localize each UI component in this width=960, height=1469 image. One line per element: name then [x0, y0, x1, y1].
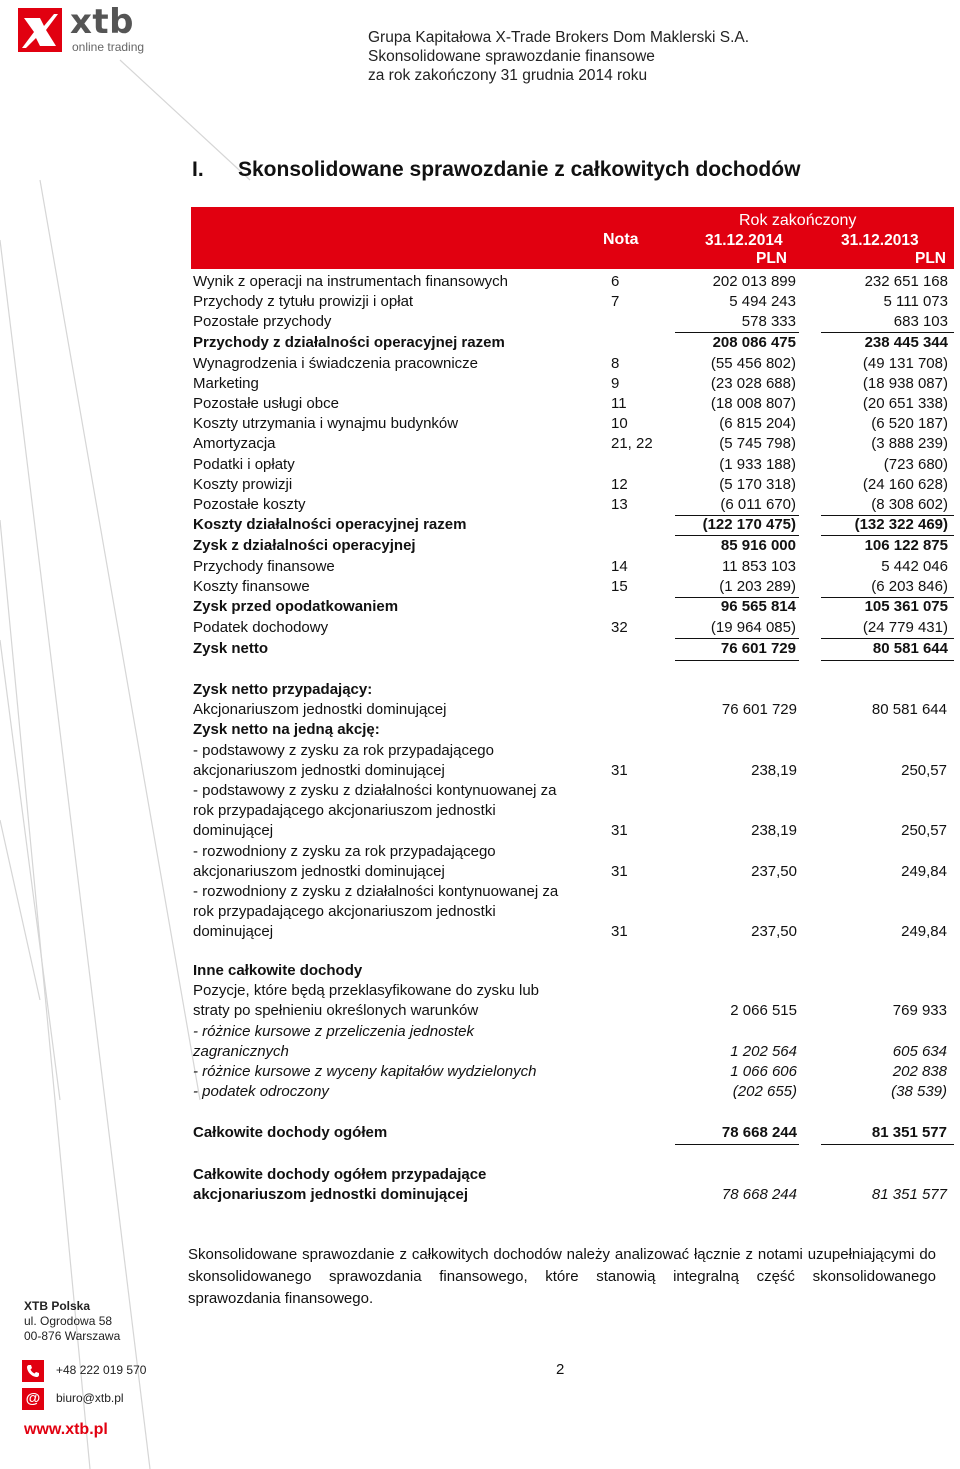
- footer-phone: +48 222 019 570: [56, 1363, 147, 1377]
- row-value-2014: 237,50: [751, 923, 797, 941]
- row-note: 13: [611, 495, 628, 513]
- row-value-2013: 105 361 075: [864, 598, 948, 616]
- row-value-2013: 80 581 644: [871, 701, 947, 719]
- row-value-2014: (5 745 798): [719, 435, 796, 453]
- row-value-2013: (6 520 187): [871, 415, 948, 433]
- row-value-2013: (49 131 708): [862, 354, 948, 372]
- row-value-2013: 683 103: [893, 313, 948, 331]
- row-note: 9: [611, 374, 620, 392]
- footer-note: Skonsolidowane sprawozdanie z całkowitych dochodów należy analizować łącznie z notami uzupełniającymi do skonsolidowanego sprawozdania finansowego, które stanowią integralną część skonsolidowanego sprawozdania finansowego.: [188, 1246, 936, 1307]
- row-label: Zysk netto: [193, 639, 269, 657]
- row-label: Koszty finansowe: [193, 578, 310, 596]
- row-note: 31: [611, 822, 628, 840]
- row-value-2013: (18 938 087): [862, 374, 948, 392]
- row-label: Przychody z działalności operacyjnej razem: [193, 333, 505, 351]
- row-label: Akcjonariuszom jednostki dominującej: [193, 701, 447, 719]
- row-value-2014: 237,50: [751, 862, 797, 880]
- row-value-2014: 76 601 729: [721, 701, 797, 719]
- row-value-2013: 769 933: [892, 1002, 947, 1020]
- eps-line: [193, 982, 953, 1002]
- column-header-2013: 31.12.2013: [841, 232, 919, 249]
- company-name: Grupa Kapitałowa X-Trade Brokers Dom Maklerski S.A.: [368, 29, 750, 46]
- table-row-total: [191, 333, 954, 354]
- total-comprehensive-income: [193, 1124, 953, 1144]
- row-value-2014: 578 333: [741, 313, 796, 331]
- eps-heading: [193, 721, 953, 741]
- row-value-2013: (6 203 846): [871, 578, 948, 596]
- row-value-2014: (55 456 802): [710, 354, 796, 372]
- eps-item: [193, 742, 953, 782]
- row-label: - rozwodniony z zysku za rok przypadającego: [193, 842, 496, 860]
- row-value-2014: 202 013 899: [712, 273, 796, 290]
- row-value-2013: (723 680): [883, 455, 948, 473]
- section-title: [192, 158, 800, 182]
- eps-line: [193, 863, 953, 883]
- currency-2013: PLN: [915, 250, 946, 267]
- row-note: 21, 22: [611, 435, 653, 453]
- eps-item: [193, 843, 953, 883]
- table-row: [191, 618, 954, 638]
- row-value-2014: 238,19: [751, 761, 797, 779]
- eps-line: [193, 742, 953, 762]
- row-value-2014: 208 086 475: [712, 333, 796, 351]
- row-label: zagranicznych: [193, 1042, 289, 1060]
- row-label: Pozostałe usługi obce: [193, 394, 339, 412]
- section-title-text: Skonsolidowane sprawozdanie z całkowitych dochodów: [238, 158, 801, 181]
- period-label: Rok zakończony: [739, 212, 857, 229]
- row-label: Pozostałe koszty: [193, 495, 306, 513]
- eps-heading-text: Zysk netto na jedną akcję:: [193, 721, 380, 739]
- row-label: straty po spełnieniu określonych warunków: [193, 1002, 479, 1020]
- other-comprehensive-income: [193, 962, 953, 1206]
- row-note: 10: [611, 415, 628, 433]
- row-label: dominującej: [193, 923, 274, 941]
- row-label: akcjonariuszom jednostki dominującej: [193, 761, 445, 779]
- row-label: - różnice kursowe z wyceny kapitałów wydzielonych: [193, 1062, 537, 1080]
- logo-mark-icon: [18, 8, 62, 52]
- table-row: [191, 495, 954, 515]
- row-value-2013: (24 779 431): [862, 619, 948, 637]
- row-note: 6: [611, 273, 620, 290]
- row-value-2014: 78 668 244: [721, 1185, 797, 1203]
- attribution-heading: [193, 681, 953, 701]
- table-row: [191, 292, 954, 312]
- income-statement-table: [191, 207, 954, 660]
- list-item: [193, 1063, 953, 1083]
- eps-item: [193, 883, 953, 944]
- row-value-2014: 76 601 729: [720, 639, 796, 657]
- row-value-2013: 81 351 577: [871, 1185, 947, 1203]
- row-label: akcjonariuszom jednostki dominującej: [193, 1185, 469, 1203]
- row-value-2013: 202 838: [892, 1062, 947, 1080]
- table-row: [191, 414, 954, 434]
- row-value-2013: 605 634: [892, 1042, 947, 1060]
- row-label: Całkowite dochody ogółem przypadające: [193, 1165, 487, 1183]
- row-value-2014: 11 853 103: [722, 558, 796, 576]
- row-label: Zysk przed opodatkowaniem: [193, 598, 399, 616]
- xtb-logo: [18, 2, 163, 56]
- oci-heading-text: Inne całkowite dochody: [193, 962, 363, 979]
- row-label: - podstawowy z zysku za rok przypadającego: [193, 741, 494, 759]
- eps-line: [193, 802, 953, 822]
- document-header: [368, 28, 749, 85]
- row-value-2013: (24 160 628): [862, 475, 948, 493]
- table-row: [191, 312, 954, 332]
- footer-company: XTB Polska: [24, 1299, 91, 1313]
- table-row: [191, 354, 954, 374]
- oci-heading: [193, 962, 953, 982]
- row-value-2014: 238,19: [751, 822, 797, 840]
- row-label: Marketing: [193, 374, 259, 392]
- table-row: [191, 272, 954, 292]
- eps-line: [193, 1166, 953, 1186]
- net-profit-attribution: [193, 681, 953, 943]
- phone-icon: [22, 1360, 44, 1382]
- eps-line: [193, 903, 953, 923]
- row-label: - różnice kursowe z przeliczenia jednostek: [193, 1022, 474, 1040]
- list-item: [193, 1083, 953, 1103]
- row-value-2013: 106 122 875: [864, 537, 948, 555]
- row-label: akcjonariuszom jednostki dominującej: [193, 862, 445, 880]
- row-value-2014: (5 170 318): [719, 475, 796, 493]
- row-label: Koszty działalności operacyjnej razem: [193, 516, 467, 534]
- total-comprehensive-income-owners: [193, 1186, 953, 1206]
- row-note: 31: [611, 862, 628, 880]
- row-value-2013: 250,57: [901, 822, 947, 840]
- table-row: [191, 374, 954, 394]
- row-label: Podatki i opłaty: [193, 455, 295, 473]
- page-number: 2: [556, 1361, 565, 1378]
- row-value-2014: 78 668 244: [721, 1124, 797, 1142]
- row-label: dominującej: [193, 822, 274, 840]
- list-item: [193, 1043, 953, 1063]
- currency-2014: PLN: [756, 250, 787, 267]
- table-row: [191, 475, 954, 495]
- list-item: [193, 1002, 953, 1022]
- row-value-2013: 80 581 644: [872, 639, 948, 657]
- row-label: Podatek dochodowy: [193, 619, 329, 637]
- row-label: Wynagrodzenia i świadczenia pracownicze: [193, 354, 479, 372]
- row-value-2014: 1 066 606: [730, 1062, 797, 1080]
- table-row: [191, 455, 954, 475]
- row-value-2014: 85 916 000: [720, 537, 796, 555]
- row-label: rok przypadającego akcjonariuszom jednostki: [193, 903, 496, 921]
- logo-tagline: online trading: [72, 40, 145, 54]
- row-value-2013: (132 322 469): [854, 516, 948, 534]
- table-row-total: [191, 597, 954, 618]
- column-header-2014: 31.12.2014: [705, 232, 783, 249]
- underline: [675, 660, 799, 661]
- eps-item: [193, 782, 953, 843]
- row-note: 32: [611, 619, 628, 637]
- row-value-2014: (202 655): [732, 1083, 797, 1101]
- table-row: [191, 557, 954, 577]
- note-column-header: Nota: [603, 231, 639, 248]
- row-note: 15: [611, 578, 628, 596]
- row-value-2014: (6 011 670): [720, 495, 796, 513]
- table-row: [191, 577, 954, 597]
- footer-street: ul. Ogrodowa 58: [24, 1314, 113, 1328]
- table-row: [191, 434, 954, 454]
- spacer: [193, 1145, 953, 1166]
- row-value-2014: (1 933 188): [719, 455, 796, 473]
- row-value-2013: (38 539): [891, 1083, 947, 1101]
- reporting-period: za rok zakończony 31 grudnia 2014 roku: [368, 67, 648, 84]
- attribution-heading-text: Zysk netto przypadający:: [193, 681, 373, 698]
- row-label: Pozycje, które będą przeklasyfikowane do zysku lub: [193, 982, 540, 1000]
- row-value-2014: (18 008 807): [710, 394, 796, 412]
- at-sign-icon: @: [22, 1388, 44, 1410]
- row-value-2013: (8 308 602): [871, 495, 948, 513]
- row-label: - rozwodniony z zysku z działalności kontynuowanej za: [193, 882, 559, 900]
- row-value-2014: (122 170 475): [702, 516, 796, 534]
- table-row-total: [191, 536, 954, 557]
- row-label: Przychody z tytułu prowizji i opłat: [193, 293, 414, 311]
- footer-city: 00-876 Warszawa: [24, 1329, 121, 1343]
- table-row-total: [191, 515, 954, 536]
- spacer: [193, 1103, 953, 1124]
- row-value-2013: (3 888 239): [871, 435, 948, 453]
- table-row-total: [191, 639, 954, 660]
- table-row: [191, 394, 954, 414]
- row-value-2014: (19 964 085): [710, 619, 796, 637]
- eps-line: [193, 762, 953, 782]
- eps-line: [193, 782, 953, 802]
- row-note: 7: [611, 293, 620, 311]
- row-label: Wynik z operacji na instrumentach finansowych: [193, 273, 509, 290]
- table-header: [191, 207, 954, 269]
- row-label: Zysk z działalności operacyjnej: [193, 537, 416, 555]
- row-value-2013: 81 351 577: [871, 1124, 947, 1142]
- row-value-2014: (1 203 289): [719, 578, 796, 596]
- row-label: Przychody finansowe: [193, 558, 335, 576]
- eps-line: [193, 923, 953, 943]
- eps-line: [193, 1023, 953, 1043]
- row-value-2014: 5 494 243: [729, 293, 796, 311]
- row-note: 8: [611, 354, 620, 372]
- section-number: I.: [192, 158, 204, 181]
- row-label: Pozostałe przychody: [193, 313, 332, 331]
- table-body: [191, 269, 954, 660]
- company-address: [24, 1299, 120, 1344]
- row-value-2013: 5 111 073: [883, 293, 948, 311]
- footer-email[interactable]: biuro@xtb.pl: [56, 1391, 124, 1405]
- row-label: Całkowite dochody ogółem: [193, 1124, 388, 1142]
- row-label: - podatek odroczony: [193, 1083, 329, 1101]
- underline: [821, 660, 954, 661]
- row-value-2013: 250,57: [901, 761, 947, 779]
- row-value-2013: 249,84: [901, 862, 947, 880]
- row-value-2013: 232 651 168: [864, 273, 948, 290]
- eps-line: [193, 883, 953, 903]
- row-value-2013: 249,84: [901, 923, 947, 941]
- row-value-2014: (23 028 688): [710, 374, 796, 392]
- eps-line: [193, 822, 953, 842]
- logo-name: xtb: [70, 2, 135, 42]
- row-value-2014: 2 066 515: [730, 1002, 797, 1020]
- row-note: 12: [611, 475, 628, 493]
- row-value-2014: 1 202 564: [730, 1042, 797, 1060]
- list-item: [193, 701, 953, 721]
- row-label: Koszty prowizji: [193, 475, 293, 493]
- row-note: 31: [611, 761, 628, 779]
- row-value-2014: 96 565 814: [720, 598, 796, 616]
- row-note: 14: [611, 558, 628, 576]
- row-label: Amortyzacja: [193, 435, 276, 453]
- row-label: - podstawowy z zysku z działalności kontynuowanej za: [193, 781, 557, 799]
- row-value-2013: 5 442 046: [881, 558, 948, 576]
- document-title: Skonsolidowane sprawozdanie finansowe: [368, 48, 655, 65]
- row-value-2014: (6 815 204): [719, 415, 796, 433]
- row-note: 31: [611, 923, 628, 941]
- eps-line: [193, 843, 953, 863]
- row-label: rok przypadającego akcjonariuszom jednostki: [193, 802, 496, 820]
- row-value-2013: 238 445 344: [864, 333, 948, 351]
- row-note: 11: [611, 394, 627, 412]
- row-value-2013: (20 651 338): [862, 394, 948, 412]
- footer-website-link[interactable]: www.xtb.pl: [24, 1421, 108, 1438]
- row-label: Koszty utrzymania i wynajmu budynków: [193, 415, 459, 433]
